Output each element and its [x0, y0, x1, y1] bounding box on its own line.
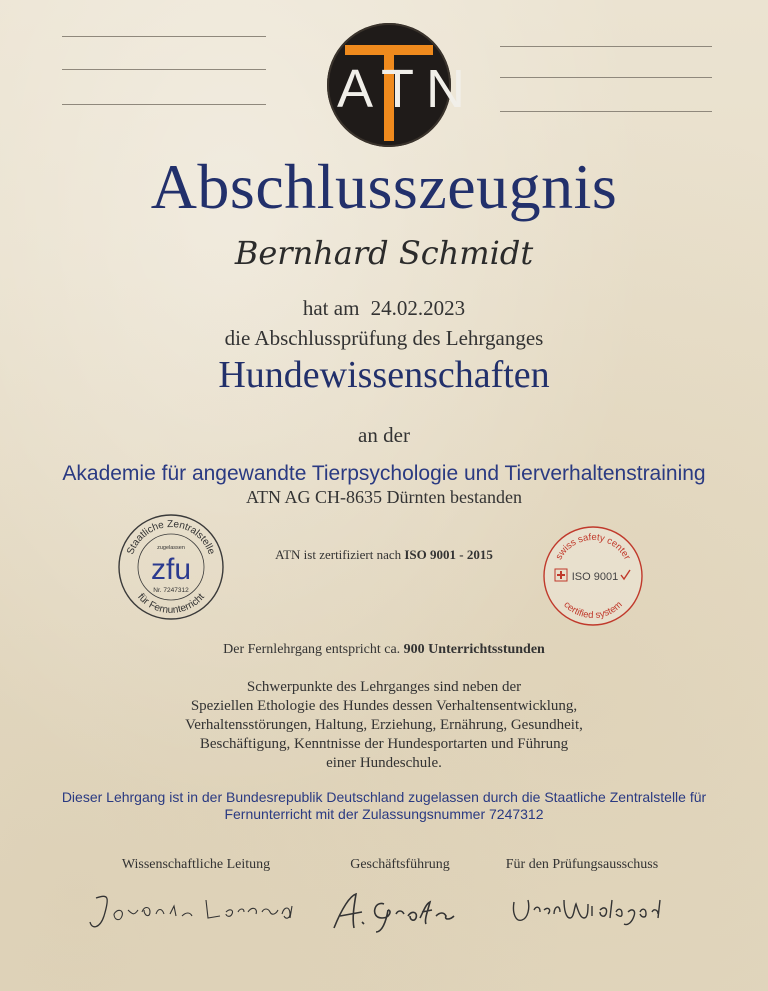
signature-role-management: Geschäftsführung: [350, 857, 450, 872]
hours-value: 900 Unterrichtsstunden: [403, 642, 545, 657]
zfu-bottom-text: für Fernunterricht: [135, 591, 207, 617]
iso-center-text: ISO 9001: [571, 571, 619, 583]
zfu-number: Nr. 7247312: [153, 587, 189, 594]
focus-line: Beschäftigung, Kenntnisse der Hundesportarten und Führung: [199, 736, 569, 752]
approval-line: Fernunterricht mit der Zulassungsnummer 7247312: [224, 806, 544, 822]
zfu-seal: [116, 512, 226, 622]
focus-paragraph: [0, 678, 768, 773]
header-line-left-1: [62, 36, 266, 37]
certification-standard: ISO 9001 - 2015: [404, 547, 493, 562]
recipient-name: Bernhard Schmidt: [234, 234, 534, 272]
at-text: an der: [358, 423, 410, 447]
iso-top-text: swiss safety center: [553, 531, 633, 562]
approval-line: Dieser Lehrgang ist in der Bundesrepublik Deutschland zugelassen durch die Staatliche Zentralstelle für: [61, 789, 707, 805]
focus-line: Schwerpunkte des Lehrganges sind neben der: [246, 679, 522, 695]
zfu-logo-text: zfu: [150, 553, 192, 586]
logo-text: ATN: [337, 59, 477, 119]
signature-role-scientific: Wissenschaftliche Leitung: [121, 857, 271, 872]
zfu-small-text: zugelassen: [157, 545, 185, 551]
signature-scientific: [86, 888, 306, 938]
header-line-left-3: [62, 104, 266, 105]
iso-bottom-text: certified system: [561, 599, 625, 622]
certificate-title: Abschlusszeugnis: [150, 151, 618, 222]
academy-address: ATN AG CH-8635 Dürnten bestanden: [246, 487, 522, 507]
header-line-right-3: [500, 111, 712, 112]
signature-examination: [508, 888, 668, 938]
hours-line: [0, 642, 768, 658]
approval-note: [0, 789, 768, 823]
focus-line: Verhaltensstörungen, Haltung, Erziehung, Ernährung, Gesundheit,: [185, 717, 583, 733]
focus-line: einer Hundeschule.: [326, 755, 442, 771]
certification-line: [0, 547, 768, 563]
iso-seal: [541, 524, 645, 628]
academy-name: Akademie für angewandte Tierpsychologie und Tierverhaltenstraining: [62, 462, 706, 485]
signature-management: [322, 888, 482, 938]
exam-text: die Abschlussprüfung des Lehrganges: [224, 326, 544, 350]
atn-logo: [327, 23, 477, 147]
header-line-right-1: [500, 46, 712, 47]
signature-role-examination: Für den Prüfungsausschuss: [505, 857, 659, 872]
zfu-top-text: Staatliche Zentralstelle: [125, 518, 217, 557]
hours-prefix: Der Fernlehrgang entspricht ca.: [223, 642, 401, 657]
header-line-left-2: [62, 69, 266, 70]
focus-line: Speziellen Ethologie des Hundes dessen Verhaltensentwicklung,: [190, 698, 578, 714]
header-line-right-2: [500, 77, 712, 78]
course-name: Hundewissenschaften: [218, 354, 550, 396]
exam-date: 24.02.2023: [370, 296, 466, 320]
exam-prefix: hat am: [302, 296, 360, 320]
certification-text: ATN ist zertifiziert nach: [275, 547, 402, 562]
exam-date-line: [0, 296, 768, 321]
